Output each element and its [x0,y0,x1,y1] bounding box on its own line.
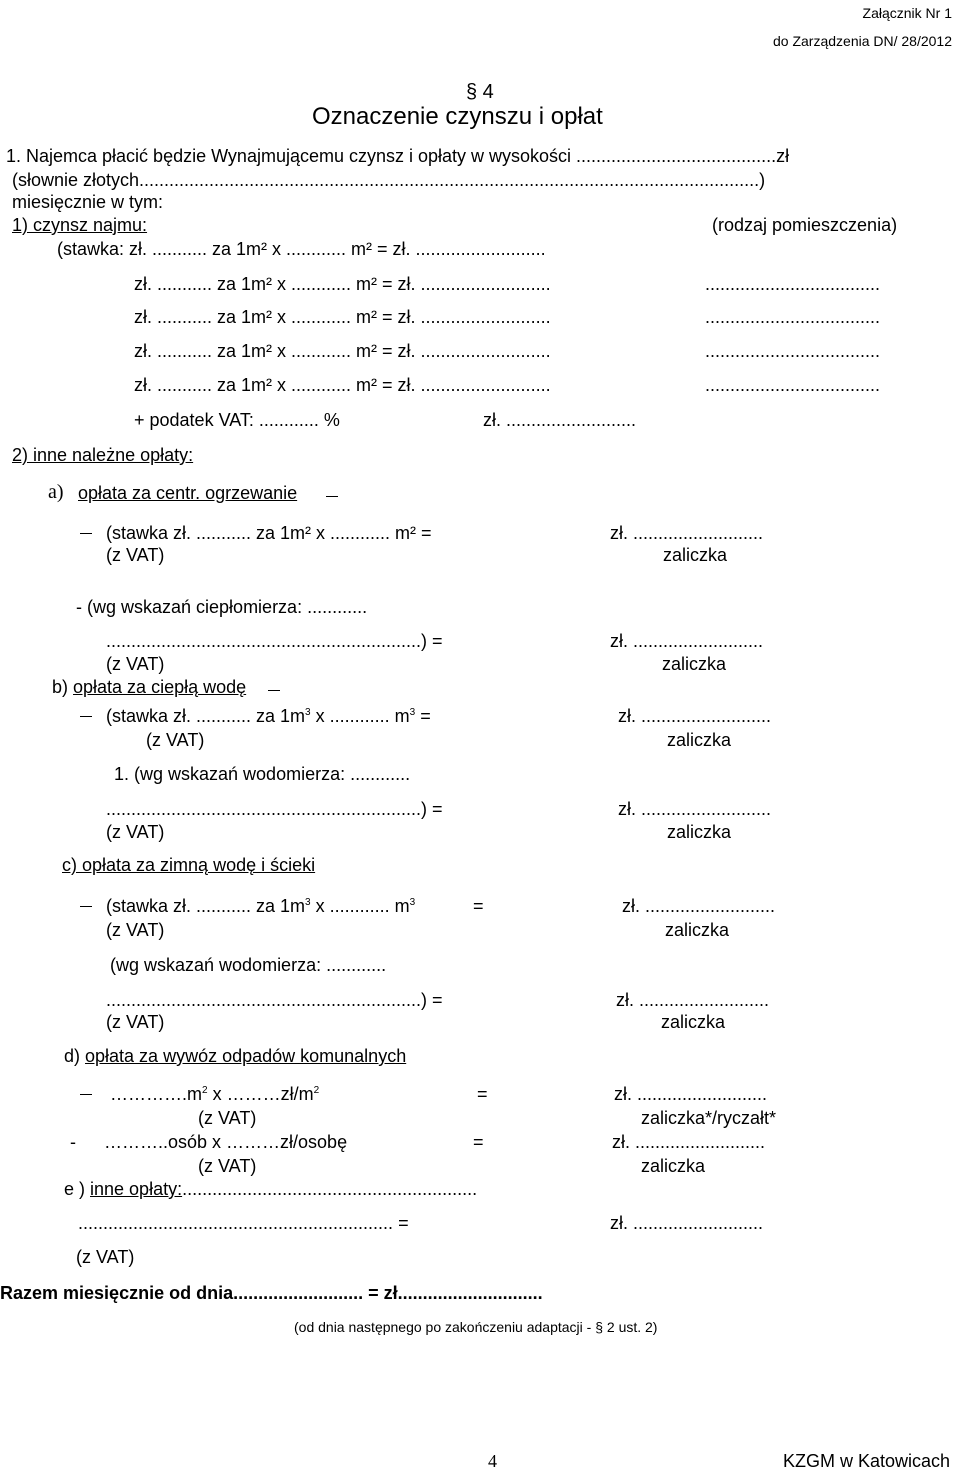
cold-water-meter-note: zaliczka [661,1012,726,1032]
rent-row-room: ................................... [705,307,881,327]
dash-mark [268,690,280,691]
other-fees-label: e ) inne opłaty:........................................................... [64,1179,478,1199]
dash-mark [80,716,92,717]
heating-rate-amount: zł. .......................... [610,523,764,543]
cold-water-meter-cont: ...............................................................) = [106,990,443,1010]
heating-meter-label: - (wg wskazań ciepłomierza: ............ [76,597,368,617]
rent-row-room: ................................... [705,274,881,294]
cold-water-rate-eq: = [473,896,484,916]
section-number: § 4 [466,81,494,103]
header-attachment: Załącznik Nr 1 [862,5,952,21]
hot-water-meter-amount: zł. .......................... [618,799,772,819]
rent-row-calc: zł. ........... za 1m² x ............ m² = zł. .......................... [134,274,551,294]
waste-persons: ………..osób x ………zł/osobę [104,1132,348,1152]
other-fees-amount: zł. .......................... [610,1213,764,1233]
hot-water-rate-note: zaliczka [667,730,732,750]
heating-letter: a) [48,481,64,503]
header-ordinance: do Zarządzenia DN/ 28/2012 [773,33,952,49]
cold-water-rate-note: zaliczka [665,920,730,940]
hot-water-meter-cont: ...............................................................) = [106,799,443,819]
cold-water-rate: (stawka zł. ........... za $1m^3$ x ............ $m^3$ [106,896,416,916]
intro-line-1: 1. Najemca płacić będzie Wynajmującemu czynsz i opłaty w wysokości ........................................zł [6,146,790,166]
heating-rate-note: zaliczka [663,545,728,565]
waste-area-eq: = [477,1084,488,1104]
hot-water-meter-label: 1. (wg wskazań wodomierza: ............ [114,764,411,784]
rent-heading: 1) czynsz najmu: [12,215,148,235]
other-fees-vat: (z VAT) [76,1247,135,1267]
room-type-label: (rodzaj pomieszczenia) [712,215,898,235]
page-title: Oznaczenie czynszu i opłat [312,103,603,130]
other-heading: 2) inne należne opłaty: [12,445,194,465]
hot-water-label-text: opłata za ciepłą wodę [73,677,247,697]
dash-mark [326,496,338,497]
heating-meter-note: zaliczka [662,654,727,674]
waste-persons-dash: - [70,1132,76,1152]
heating-meter-amount: zł. .......................... [610,631,764,651]
vat-label: + podatek VAT: ............ % [134,410,340,430]
heating-rate-vat: (z VAT) [106,545,165,565]
waste-area-vat: (z VAT) [198,1108,257,1128]
hot-water-rate: (stawka zł. ........... za $1m^3$ x ............ $m^3$ = [106,706,431,726]
hot-water-rate-vat: (z VAT) [146,730,205,750]
cold-water-label: c) opłata za zimną wodę i ścieki [62,855,316,875]
intro-line-2: (słownie złotych............................................................................................................................) [12,170,766,190]
rent-row-room: ................................... [705,341,881,361]
intro-line-3: miesięcznie w tym: [12,192,164,212]
rent-row-calc: zł. ........... za 1m² x ............ m² = zł. .......................... [134,307,551,327]
waste-area-amount: zł. .......................... [614,1084,768,1104]
total-note: (od dnia następnego po zakończeniu adaptacji - § 2 ust. 2) [294,1319,658,1335]
footer-company: KZGM w Katowicach [782,1451,950,1471]
other-fees-line: ............................................................... = [78,1213,409,1233]
dash-mark [80,906,92,907]
waste-persons-note: zaliczka [641,1156,706,1176]
page-number: 4 [488,1451,497,1471]
rent-row-calc: zł. ........... za 1m² x ............ m² = zł. .......................... [134,341,551,361]
cold-water-meter-label: (wg wskazań wodomierza: ............ [110,955,387,975]
waste-label-text: opłata za wywóz odpadów komunalnych [85,1046,407,1066]
waste-area-note: zaliczka*/ryczałt* [641,1108,777,1128]
cold-water-meter-amount: zł. .......................... [616,990,770,1010]
heating-rate: (stawka zł. ........... za 1m² x ............ m² = [106,523,432,543]
hot-water-meter-vat: (z VAT) [106,822,165,842]
hot-water-rate-amount: zł. .......................... [618,706,772,726]
heating-meter-cont: ...............................................................) = [106,631,443,651]
hot-water-label: b) opłata za ciepłą wodę [52,677,247,697]
waste-persons-amount: zł. .......................... [612,1132,766,1152]
waste-area: $\dots\dots\dots\dots.m^2$ x $\dots\dots\dots zł/m^2$ [110,1084,320,1104]
cold-water-rate-amount: zł. .......................... [622,896,776,916]
heating-meter-vat: (z VAT) [106,654,165,674]
dash-mark [80,1094,92,1095]
waste-persons-vat: (z VAT) [198,1156,257,1176]
rent-row-room: ................................... [705,375,881,395]
vat-amount: zł. .......................... [483,410,637,430]
dash-mark [80,533,92,534]
cold-water-meter-vat: (z VAT) [106,1012,165,1032]
cold-water-rate-vat: (z VAT) [106,920,165,940]
heating-label: opłata za centr. ogrzewanie [78,483,298,503]
monthly-total: Razem miesięcznie od dnia.......................... = zł............................. [0,1283,543,1303]
rent-rate-first: (stawka: zł. ........... za 1m² x ............ m² = zł. .......................... [57,239,546,259]
rent-row-calc: zł. ........... za 1m² x ............ m² = zł. .......................... [134,375,551,395]
waste-persons-eq: = [473,1132,484,1152]
waste-label: d) opłata za wywóz odpadów komunalnych [64,1046,407,1066]
hot-water-meter-note: zaliczka [667,822,732,842]
